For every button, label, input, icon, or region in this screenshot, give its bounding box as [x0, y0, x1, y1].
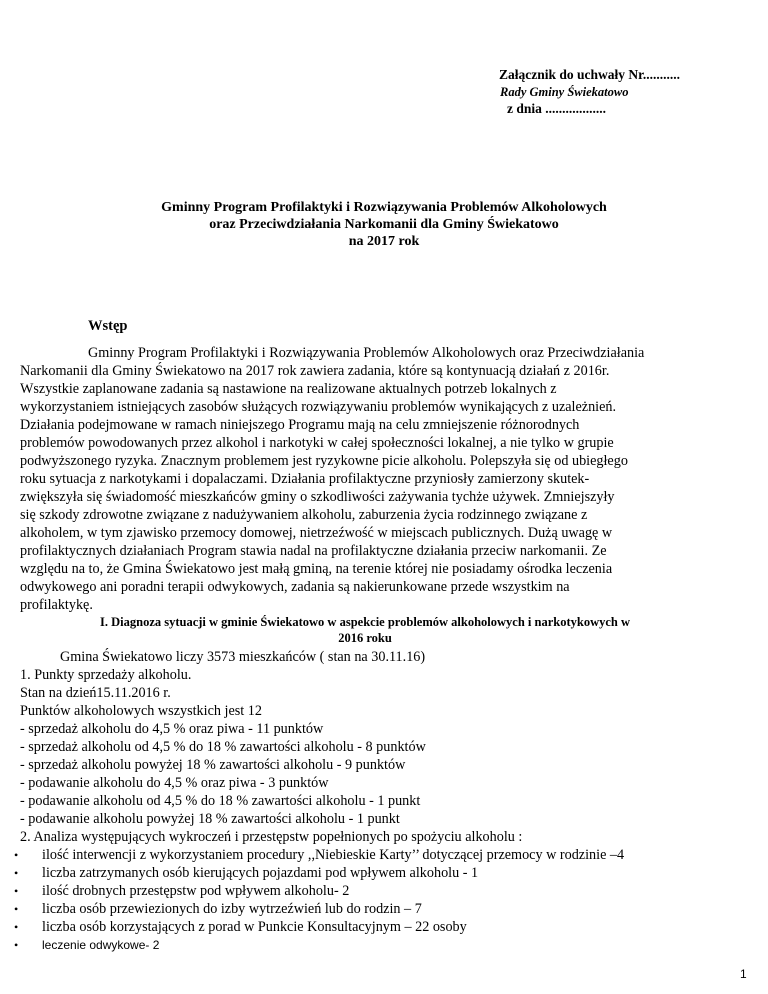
point-1-item: - podawanie alkoholu do 4,5 % oraz piwa - 3 punktów [20, 775, 329, 791]
point-1-item: - podawanie alkoholu powyżej 18 % zawartości alkoholu - 1 punkt [20, 811, 400, 827]
bullet-icon: • [14, 866, 19, 880]
bullet-text: leczenie odwykowe- 2 [42, 938, 160, 952]
point-1-date: Stan na dzień15.11.2016 r. [20, 685, 171, 701]
document-title-line-2: oraz Przeciwdziałania Narkomanii dla Gminy Świekatowo [209, 217, 559, 232]
intro-paragraph [20, 344, 644, 614]
bullet-icon: • [14, 884, 19, 898]
intro-line: wykorzystaniem istniejących zasobów służących rozwiązywaniu problemów wynikających z uzależnień. [20, 399, 617, 415]
bullet-icon: • [14, 938, 19, 952]
page-number: 1 [740, 967, 747, 981]
intro-line: roku sytuacja z narkotykami i dopalaczami. Działania profilaktyczne przyniosły zamierzony skutek- [20, 471, 590, 487]
bullet-icon: • [14, 848, 19, 862]
bullet-icon: • [14, 920, 19, 934]
intro-line: profilaktycznych działaniach Program stawia nadal na profilaktyczne działania przeciw narkomanii. Ze [20, 543, 607, 559]
intro-line: Działania podejmowane w ramach niniejszego Programu mają na celu zmniejszenie różnorodnych [20, 417, 580, 433]
bullet-list-item [14, 918, 714, 936]
bullet-text: liczba zatrzymanych osób kierujących pojazdami pod wpływem alkoholu - 1 [42, 865, 479, 881]
attachment-line-3: z dnia .................. [507, 101, 607, 116]
bullet-icon: • [14, 902, 19, 916]
intro-line: Gminny Program Profilaktyki i Rozwiązywania Problemów Alkoholowych oraz Przeciwdziałania [88, 345, 645, 361]
bullet-list-item [14, 936, 714, 954]
point-1-total: Punktów alkoholowych wszystkich jest 12 [20, 703, 262, 719]
point-2-title: 2. Analiza występujących wykroczeń i przestępstw popełnionych po spożyciu alkoholu : [20, 829, 523, 845]
attachment-line-2: Rady Gminy Świekatowo [500, 85, 629, 99]
point-1-item: - sprzedaż alkoholu od 4,5 % do 18 % zawartości alkoholu - 8 punktów [20, 739, 426, 755]
attachment-line-1: Załącznik do uchwały Nr........... [499, 67, 681, 82]
section-1-heading-line-1: I. Diagnoza sytuacji w gminie Świekatowo w aspekcie problemów alkoholowych i narkotykowych w [100, 615, 630, 629]
intro-line: się szkody zdrowotne związane z nadużywaniem alkoholu, zaburzenia życia rodzinnego związane z [20, 507, 588, 523]
point-1-item: - sprzedaż alkoholu do 4,5 % oraz piwa - 11 punktów [20, 721, 324, 737]
document-title-line-3: na 2017 rok [348, 234, 420, 249]
bullet-text: liczba osób korzystających z porad w Punkcie Konsultacyjnym – 22 osoby [42, 919, 467, 935]
bullet-list-item [14, 864, 714, 882]
bullet-text: ilość drobnych przestępstw pod wpływem alkoholu- 2 [42, 883, 350, 899]
intro-line: Narkomanii dla Gminy Świekatowo na 2017 rok zawiera zadania, które są kontynuacją działań z 2016r. [20, 363, 610, 379]
point-1-item: - podawanie alkoholu od 4,5 % do 18 % zawartości alkoholu - 1 punkt [20, 793, 421, 809]
intro-line: Wszystkie zaplanowane zadania są nastawione na realizowane aktualnych potrzeb lokalnych z [20, 381, 557, 397]
intro-line: problemów powodowanych przez alkohol i narkotyki w całej społeczności lokalnej, a nie tylko w grupie [20, 435, 614, 451]
intro-line: profilaktykę. [20, 597, 93, 613]
document-title-line-1: Gminny Program Profilaktyki i Rozwiązywania Problemów Alkoholowych [161, 200, 607, 215]
point-1-title: 1. Punkty sprzedaży alkoholu. [20, 667, 192, 683]
intro-line: alkoholem, w tym zjawisko przemocy domowej, nietrzeźwość w miejscach publicznych. Dużą uwagę w [20, 525, 613, 541]
intro-heading: Wstęp [88, 318, 128, 334]
bullet-text: liczba osób przewiezionych do izby wytrzeźwień lub do rodzin – 7 [42, 901, 422, 917]
bullet-list-item [14, 846, 714, 864]
intro-line: względu na to, że Gmina Świekatowo jest małą gminą, na terenie której nie posiadamy ośrodka leczenia [20, 561, 613, 577]
population-line: Gmina Świekatowo liczy 3573 mieszkańców ( stan na 30.11.16) [60, 649, 426, 665]
section-1-heading-line-2: 2016 roku [338, 631, 392, 645]
intro-line: zwiększyła się świadomość mieszkańców gminy o szkodliwości zażywania tychże używek. Zmniejszyły [20, 489, 615, 505]
bullet-text: ilość interwencji z wykorzystaniem procedury ,,Niebieskie Karty’’ dotyczącej przemocy w rodzinie –4 [42, 847, 625, 863]
intro-line: podwyższonego ryzyka. Znacznym problemem jest ryzykowne picie alkoholu. Polepszyła się od ubiegłego [20, 453, 628, 469]
bullet-list-item [14, 882, 714, 900]
intro-line: odwykowego ani poradni terapii odwykowych, zadania są nakierunkowane przede wszystkim na [20, 579, 570, 595]
bullet-list-item [14, 900, 714, 918]
section-1-body [20, 648, 522, 846]
section-1-heading [20, 614, 710, 646]
point-1-item: - sprzedaż alkoholu powyżej 18 % zawartości alkoholu - 9 punktów [20, 757, 406, 773]
